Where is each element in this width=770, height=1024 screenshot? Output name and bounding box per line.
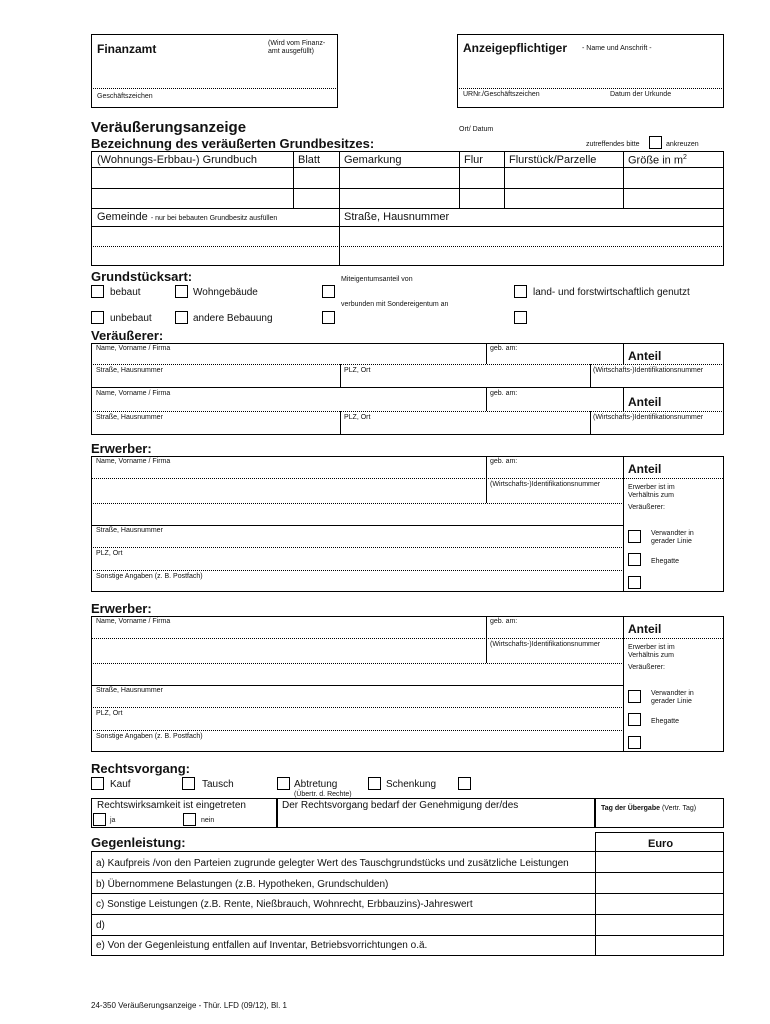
veraeusserer2-geb-label: geb. am: bbox=[490, 390, 518, 397]
erwerber2-ehegatte-checkbox[interactable] bbox=[628, 713, 641, 726]
erwerber2-name-label: Name, Vorname / Firma bbox=[96, 618, 171, 625]
erwerber2-line bbox=[91, 663, 624, 664]
gegenleistung-b: b) Übernommene Belastungen (z.B. Hypotheken, Grundschulden) bbox=[96, 879, 389, 890]
rechtsvorgang-heading: Rechtsvorgang: bbox=[91, 761, 190, 776]
bebaut-checkbox[interactable] bbox=[91, 285, 104, 298]
zutreffendes-label: zutreffendes bitte bbox=[586, 141, 640, 148]
gegenleistung-line bbox=[91, 893, 724, 894]
erwerber2-col-line bbox=[623, 616, 624, 752]
erwerber1-line bbox=[91, 570, 624, 571]
rechtsvorgang-other-checkbox[interactable] bbox=[458, 777, 471, 790]
rechtswirksamkeit-label: Rechtswirksamkeit ist eingetreten bbox=[97, 800, 246, 811]
veraeusserer1-anteil-label: Anteil bbox=[628, 349, 662, 363]
erwerber1-line bbox=[91, 478, 723, 479]
veraeusserer2-name-label: Name, Vorname / Firma bbox=[96, 390, 171, 397]
col-groesse-label: Größe in m bbox=[628, 154, 684, 167]
wohngebaeude-label: Wohngebäude bbox=[193, 287, 258, 298]
erwerber2-verh3: Veräußerer: bbox=[628, 664, 665, 671]
grundbesitz-col-line bbox=[459, 151, 460, 208]
andere-bebauung-label: andere Bebauung bbox=[193, 313, 273, 324]
finanzamt-label: Finanzamt bbox=[97, 42, 157, 56]
miteigentum-checkbox[interactable] bbox=[322, 285, 335, 298]
veraeusserer-col-line bbox=[623, 343, 624, 364]
grundbesitz-row-line bbox=[91, 208, 724, 209]
gegenleistung-line bbox=[91, 935, 724, 936]
erwerber1-box bbox=[91, 456, 724, 592]
veraeusserer2-plz-label: PLZ, Ort bbox=[344, 414, 371, 421]
veraeusserer-line bbox=[91, 364, 724, 365]
datum-urkunde-label: Datum der Urkunde bbox=[610, 91, 672, 98]
gegenleistung-line bbox=[91, 914, 724, 915]
veraeusserer-col-line bbox=[340, 411, 341, 435]
wohngebaeude-checkbox[interactable] bbox=[175, 285, 188, 298]
erwerber1-idnr-label: (Wirtschafts-)Identifikationsnummer bbox=[490, 481, 601, 488]
wird-vom-finanzamt-note-1: (Wird vom Finanz- bbox=[268, 40, 326, 47]
gemeinde-hint: - nur bei bebauten Grundbesitz ausfüllen bbox=[150, 215, 278, 222]
kauf-label: Kauf bbox=[110, 779, 131, 790]
tausch-checkbox[interactable] bbox=[182, 777, 195, 790]
vertr-tag-text: (Vertr. Tag) bbox=[661, 805, 697, 812]
veraeusserer2-strasse-label: Straße, Hausnummer bbox=[96, 414, 163, 421]
erwerber2-verh1: Erwerber ist im bbox=[628, 644, 675, 651]
grundbesitz-col-line bbox=[504, 151, 505, 208]
grundbesitz-row-line bbox=[91, 167, 724, 168]
veraeusserer-col-line bbox=[486, 343, 487, 364]
grundstuecksart-heading: Grundstücksart: bbox=[91, 269, 193, 284]
tag-uebergabe-text: Tag der Übergabe bbox=[601, 805, 660, 812]
erwerber2-line bbox=[91, 638, 723, 639]
erwerber2-heading: Erwerber: bbox=[91, 601, 152, 616]
erwerber1-verwandter2: gerader Linie bbox=[651, 538, 692, 545]
gegenleistung-e: e) Von der Gegenleistung entfallen auf Inventar, Betriebsvorrichtungen o.ä. bbox=[96, 940, 428, 951]
gegenleistung-line bbox=[91, 872, 724, 873]
nein-checkbox[interactable] bbox=[183, 813, 196, 826]
erwerber2-strasse-label: Straße, Hausnummer bbox=[96, 687, 163, 694]
erwerber1-anteil-label: Anteil bbox=[628, 462, 662, 476]
sondereigentum-label: verbunden mit Sondereigentum an bbox=[341, 301, 449, 308]
erwerber2-line bbox=[91, 707, 624, 708]
uebertr-label: (Übertr. d. Rechte) bbox=[294, 791, 352, 798]
erwerber1-line bbox=[91, 503, 624, 504]
gegenleistung-c: c) Sonstige Leistungen (z.B. Rente, Nießbrauch, Wohnrecht, Erbbauzins)-Jahreswert bbox=[96, 899, 473, 910]
erwerber2-sonstige-label: Sonstige Angaben (z. B. Postfach) bbox=[96, 733, 203, 740]
tausch-label: Tausch bbox=[202, 779, 234, 790]
erwerber1-col-line bbox=[623, 456, 624, 592]
form-footer: 24-350 Veräußerungsanzeige - Thür. LFD (09/12), Bl. 1 bbox=[91, 1001, 287, 1010]
legend-checkbox bbox=[649, 136, 662, 149]
veraeusserer1-geb-label: geb. am: bbox=[490, 345, 518, 352]
gegenleistung-d: d) bbox=[96, 920, 105, 931]
tag-uebergabe-label bbox=[601, 805, 696, 812]
col-gemarkung: Gemarkung bbox=[344, 154, 402, 166]
erwerber2-verh2: Verhältnis zum bbox=[628, 652, 674, 659]
abtretung-label: Abtretung bbox=[294, 779, 338, 790]
erwerber1-verh3: Veräußerer: bbox=[628, 504, 665, 511]
col-flur: Flur bbox=[464, 154, 483, 166]
ja-checkbox[interactable] bbox=[93, 813, 106, 826]
col-flurstueck: Flurstück/Parzelle bbox=[509, 154, 597, 166]
erwerber2-col-line bbox=[486, 616, 487, 663]
veraeusserer-col-line bbox=[340, 364, 341, 387]
geschaeftszeichen-label: Geschäftszeichen bbox=[97, 93, 153, 100]
erwerber1-line bbox=[91, 525, 624, 526]
andere-bebauung-checkbox[interactable] bbox=[175, 311, 188, 324]
page-title: Veräußerungsanzeige bbox=[91, 119, 247, 136]
bebaut-label: bebaut bbox=[110, 287, 141, 298]
gemeinde-label bbox=[97, 211, 277, 223]
erwerber2-ehegatte-label: Ehegatte bbox=[651, 718, 680, 725]
veraeusserer1-idnr-label: (Wirtschafts-)Identifikationsnummer bbox=[593, 367, 704, 374]
erwerber1-verwandter1: Verwandter in bbox=[651, 530, 694, 537]
grundbesitz-col-line bbox=[293, 151, 294, 208]
bezeichnung-heading: Bezeichnung des veräußerten Grundbesitzes: bbox=[91, 136, 375, 151]
veraeusserer-line bbox=[91, 411, 724, 412]
grundbesitz-col-line bbox=[339, 151, 340, 266]
unbebaut-label: unbebaut bbox=[110, 313, 152, 324]
gegenleistung-a: a) Kaufpreis /von den Parteien zugrunde gelegter Wert des Tauschgrundstücks und zusätzliche Leistungen bbox=[96, 858, 569, 869]
grundbesitz-strasse-label: Straße, Hausnummer bbox=[344, 211, 450, 223]
abtretung-checkbox[interactable] bbox=[277, 777, 290, 790]
erwerber1-ehegatte-label: Ehegatte bbox=[651, 558, 680, 565]
erwerber2-verwandter2: gerader Linie bbox=[651, 698, 692, 705]
grundbesitz-row-line bbox=[91, 246, 724, 247]
veraeusserer-col-line bbox=[590, 411, 591, 435]
wird-vom-finanzamt-note-2: amt ausgefüllt) bbox=[268, 48, 314, 55]
veraeusserer-col-line bbox=[486, 387, 487, 411]
kauf-checkbox[interactable] bbox=[91, 777, 104, 790]
erwerber2-geb-label: geb. am: bbox=[490, 618, 518, 625]
land-forst-label: land- und forstwirtschaftlich genutzt bbox=[533, 287, 690, 298]
sondereigentum-checkbox[interactable] bbox=[322, 311, 335, 324]
erwerber2-verwandter-checkbox[interactable] bbox=[628, 690, 641, 703]
extra-checkbox[interactable] bbox=[514, 311, 527, 324]
gemeinde-text: Gemeinde bbox=[97, 211, 148, 223]
erwerber1-sonstige-label: Sonstige Angaben (z. B. Postfach) bbox=[96, 573, 203, 580]
name-anschrift-label: - Name und Anschrift - bbox=[582, 45, 652, 52]
erwerber2-line bbox=[91, 685, 624, 686]
grundbesitz-row-line bbox=[91, 226, 724, 227]
ja-label: ja bbox=[110, 817, 116, 824]
veraeusserer-line bbox=[91, 387, 724, 388]
ankreuzen-label: ankreuzen bbox=[666, 141, 699, 148]
veraeusserer-col-line bbox=[590, 364, 591, 387]
euro-label: Euro bbox=[648, 838, 674, 850]
veraeusserer-col-line bbox=[623, 387, 624, 411]
gegenleistung-heading: Gegenleistung: bbox=[91, 835, 186, 850]
tag-uebergabe-box[interactable] bbox=[595, 798, 724, 828]
col-groesse-exponent: 2 bbox=[683, 154, 687, 161]
anzeigepflichtiger-label: Anzeigepflichtiger bbox=[463, 41, 568, 55]
erwerber1-strasse-label: Straße, Hausnummer bbox=[96, 527, 163, 534]
anzeigepflichtiger-divider bbox=[457, 88, 724, 89]
veraeusserer2-anteil-label: Anteil bbox=[628, 395, 662, 409]
erwerber2-idnr-label: (Wirtschafts-)Identifikationsnummer bbox=[490, 641, 601, 648]
veraeusserer1-name-label: Name, Vorname / Firma bbox=[96, 345, 171, 352]
erwerber1-plz-label: PLZ, Ort bbox=[96, 550, 123, 557]
erwerber2-line bbox=[91, 730, 624, 731]
erwerber1-col-line bbox=[486, 456, 487, 503]
nein-label: nein bbox=[201, 817, 215, 824]
col-grundbuch: (Wohnungs-Erbbau-) Grundbuch bbox=[97, 154, 257, 166]
land-forst-checkbox[interactable] bbox=[514, 285, 527, 298]
erwerber1-heading: Erwerber: bbox=[91, 441, 152, 456]
erwerber2-anteil-label: Anteil bbox=[628, 622, 662, 636]
grundbesitz-col-line bbox=[623, 151, 624, 208]
erwerber2-box bbox=[91, 616, 724, 752]
erwerber1-sonstige-checkbox[interactable] bbox=[628, 576, 641, 589]
genehmigung-label: Der Rechtsvorgang bedarf der Genehmigung der/des bbox=[282, 800, 519, 811]
erwerber1-verh2: Verhältnis zum bbox=[628, 492, 674, 499]
erwerber1-name-label: Name, Vorname / Firma bbox=[96, 458, 171, 465]
erwerber2-verwandter1: Verwandter in bbox=[651, 690, 694, 697]
erwerber1-geb-label: geb. am: bbox=[490, 458, 518, 465]
veraeusserer-heading: Veräußerer: bbox=[91, 328, 164, 343]
col-groesse bbox=[628, 154, 687, 167]
erwerber2-plz-label: PLZ, Ort bbox=[96, 710, 123, 717]
erwerber1-line bbox=[91, 547, 624, 548]
veraeusserer1-plz-label: PLZ, Ort bbox=[344, 367, 371, 374]
col-blatt: Blatt bbox=[298, 154, 321, 166]
miteigentum-label: Miteigentumsanteil von bbox=[341, 276, 413, 283]
finanzamt-divider bbox=[91, 88, 338, 89]
schenkung-checkbox[interactable] bbox=[368, 777, 381, 790]
unbebaut-checkbox[interactable] bbox=[91, 311, 104, 324]
erwerber2-sonstige-checkbox[interactable] bbox=[628, 736, 641, 749]
ort-datum-label: Ort/ Datum bbox=[459, 126, 494, 133]
erwerber1-ehegatte-checkbox[interactable] bbox=[628, 553, 641, 566]
schenkung-label: Schenkung bbox=[386, 779, 437, 790]
grundbesitz-row-line bbox=[91, 188, 724, 189]
erwerber1-verh1: Erwerber ist im bbox=[628, 484, 675, 491]
veraeusserer1-strasse-label: Straße, Hausnummer bbox=[96, 367, 163, 374]
veraeusserer2-idnr-label: (Wirtschafts-)Identifikationsnummer bbox=[593, 414, 704, 421]
urnr-label: URNr./Geschäftszeichen bbox=[463, 91, 540, 98]
erwerber1-verwandter-checkbox[interactable] bbox=[628, 530, 641, 543]
